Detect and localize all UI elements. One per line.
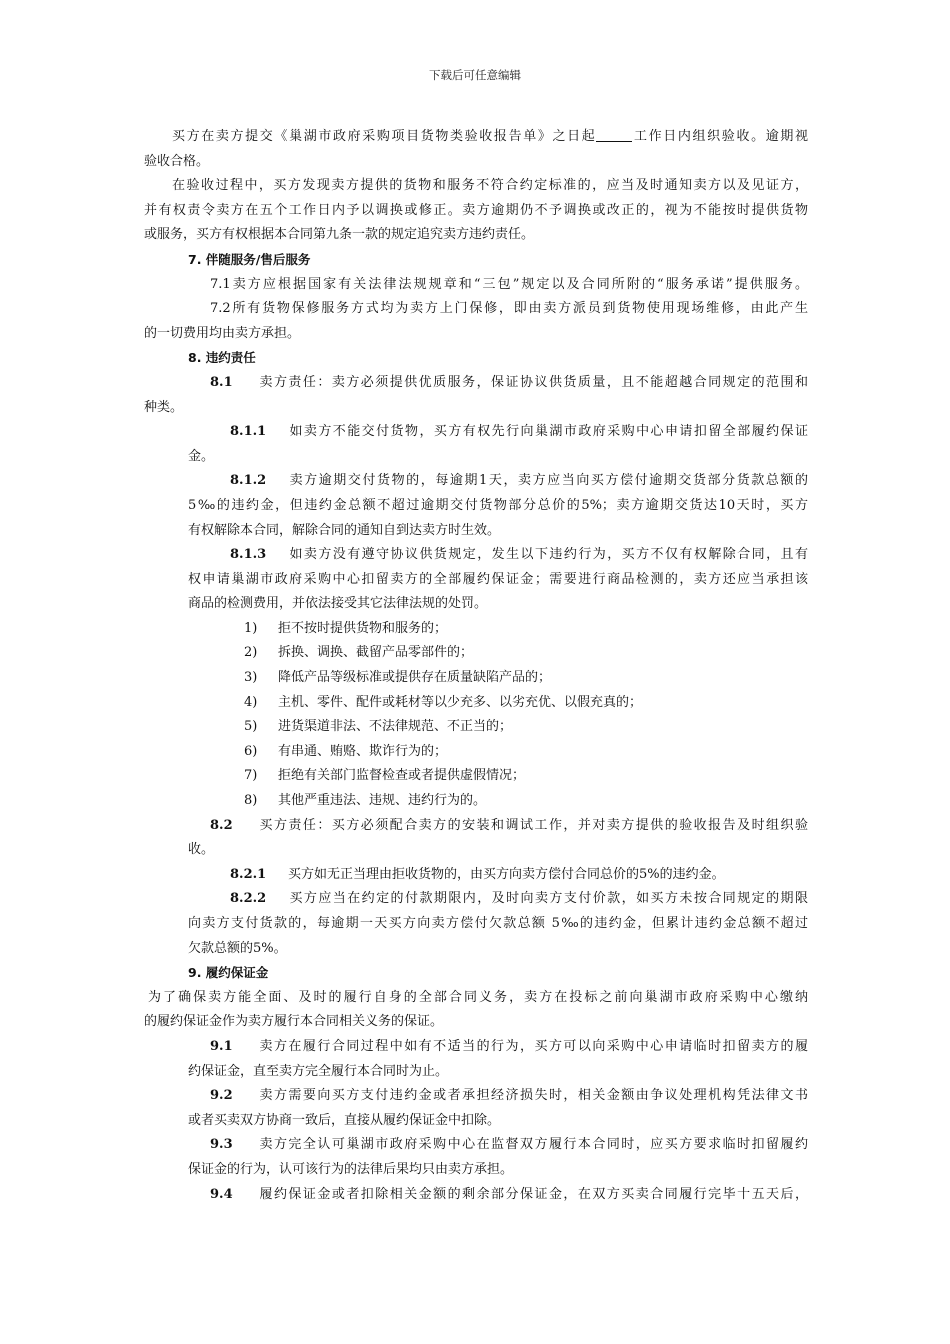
clause-7-2: 7.2所有货物保修服务方式均为卖方上门保修，即由卖方派员到货物使用现场维修，由此产生 xyxy=(210,301,808,317)
contract-body xyxy=(144,125,808,1207)
clause-8-2: 8.2 买方责任：买方必须配合卖方的安装和调试工作，并对卖方提供的验收报告及时组织验 xyxy=(210,817,808,833)
paragraph-line: 向卖方支付货款的，每逾期一天买方向卖方偿付欠款总额 5‰的违约金，但累计违约金总额不超过 xyxy=(188,916,808,931)
blank-field xyxy=(596,127,632,142)
section-heading: 7. 伴随服务/售后服务 xyxy=(188,251,311,267)
list-item: 2) 拆换、调换、截留产品零部件的； xyxy=(244,645,474,661)
paragraph-line: 金。 xyxy=(188,448,215,464)
list-item: 5) 进货渠道非法、不法律规范、不正当的； xyxy=(244,719,513,735)
clause-8-1-2: 8.1.2 卖方逾期交付货物的，每逾期1天，卖方应当向买方偿付逾期交货部分货款总额的 xyxy=(230,473,808,489)
clause-9-4: 9.4 履约保证金或者扣除相关金额的剩余部分保证金，在双方买卖合同履行完毕十五天后， xyxy=(210,1186,808,1202)
clause-8-1-3: 8.1.3 如卖方没有遵守协议供货规定，发生以下违约行为，买方不仅有权解除合同，且有 xyxy=(230,547,808,563)
paragraph-line: 买方在卖方提交《巢湖市政府采购项目货物类验收报告单》之日起 工作日内组织验收。逾期视 xyxy=(172,129,808,144)
paragraph-line: 5‰的违约金，但违约金总额不超过逾期交付货物部分总价的5%；卖方逾期交货达10天时，买方 xyxy=(188,497,808,513)
list-item: 3) 降低产品等级标准或提供存在质量缺陷产品的； xyxy=(244,670,552,686)
section-heading: 9. 履约保证金 xyxy=(188,965,269,981)
clause-8-2-1: 8.2.1 买方如无正当理由拒收货物的，由买方向卖方偿付合同总价的5%的违约金。 xyxy=(230,866,725,882)
paragraph-line: 约保证金，直至卖方完全履行本合同时为止。 xyxy=(188,1063,449,1079)
paragraph-line: 在验收过程中，买方发现卖方提供的货物和服务不符合约定标准的，应当及时通知卖方以及见证方， xyxy=(172,178,808,194)
clause-9-2: 9.2 卖方需要向买方支付违约金或者承担经济损失时，相关金额由争议处理机构凭法律文书 xyxy=(210,1088,808,1104)
clause-8-2-2: 8.2.2 买方应当在约定的付款期限内，及时向卖方支付价款，如买方未按合同规定的期限 xyxy=(230,891,808,907)
list-item: 6) 有串通、贿赂、欺诈行为的； xyxy=(244,743,448,759)
paragraph-line: 有权解除本合同，解除合同的通知自到达卖方时生效。 xyxy=(188,522,501,538)
paragraph-line: 收。 xyxy=(188,842,215,858)
paragraph-line: 保证金的行为，认可该行为的法律后果均只由卖方承担。 xyxy=(188,1161,514,1177)
page-header: 下载后可任意编辑 xyxy=(429,68,521,82)
paragraph-line: 或服务，买方有权根据本合同第九条一款的规定追究卖方违约责任。 xyxy=(144,227,535,243)
paragraph-line: 的一切费用均由卖方承担。 xyxy=(144,325,301,341)
paragraph-line: 验收合格。 xyxy=(144,153,210,169)
paragraph-line: 的履约保证金作为卖方履行本合同相关义务的保证。 xyxy=(144,1014,444,1030)
clause-8-1-1: 8.1.1 如卖方不能交付货物，买方有权先行向巢湖市政府采购中心申请扣留全部履约保证 xyxy=(230,424,808,440)
clause-9-1: 9.1 卖方在履行合同过程中如有不适当的行为，买方可以向采购中心申请临时扣留卖方的履 xyxy=(210,1038,808,1054)
list-item: 1) 拒不按时提供货物和服务的； xyxy=(244,620,448,636)
paragraph-line: 为了确保卖方能全面、及时的履行自身的全部合同义务，卖方在投标之前向巢湖市政府采购中心缴纳 xyxy=(148,989,808,1005)
paragraph-line: 欠款总额的5%。 xyxy=(188,940,287,956)
clause-7-1: 7.1卖方应根据国家有关法律法规规章和“三包”规定以及合同所附的“服务承诺”提供服务。 xyxy=(210,276,808,292)
paragraph-line: 并有权责令卖方在五个工作日内予以调换或修正。卖方逾期仍不予调换或改正的，视为不能按时提供货物 xyxy=(144,202,808,218)
section-heading: 8. 违约责任 xyxy=(188,350,256,366)
paragraph-line: 或者买卖双方协商一致后，直接从履约保证金中扣除。 xyxy=(188,1112,501,1128)
paragraph-line: 商品的检测费用，并依法接受其它法律法规的处罚。 xyxy=(188,596,488,612)
paragraph-line: 权申请巢湖市政府采购中心扣留卖方的全部履约保证金；需要进行商品检测的，卖方还应当承担该 xyxy=(188,571,808,587)
list-item: 7) 拒绝有关部门监督检查或者提供虚假情况； xyxy=(244,768,526,784)
clause-8-1: 8.1 卖方责任：卖方必须提供优质服务，保证协议供货质量，且不能超越合同规定的范围和 xyxy=(210,374,808,390)
list-item: 8) 其他严重违法、违规、违约行为的。 xyxy=(244,793,487,809)
clause-9-3: 9.3 卖方完全认可巢湖市政府采购中心在监督双方履行本合同时，应买方要求临时扣留履约 xyxy=(210,1137,808,1153)
list-item: 4) 主机、零件、配件或耗材等以少充多、以劣充优、以假充真的； xyxy=(244,694,643,710)
paragraph-line: 种类。 xyxy=(144,399,184,415)
